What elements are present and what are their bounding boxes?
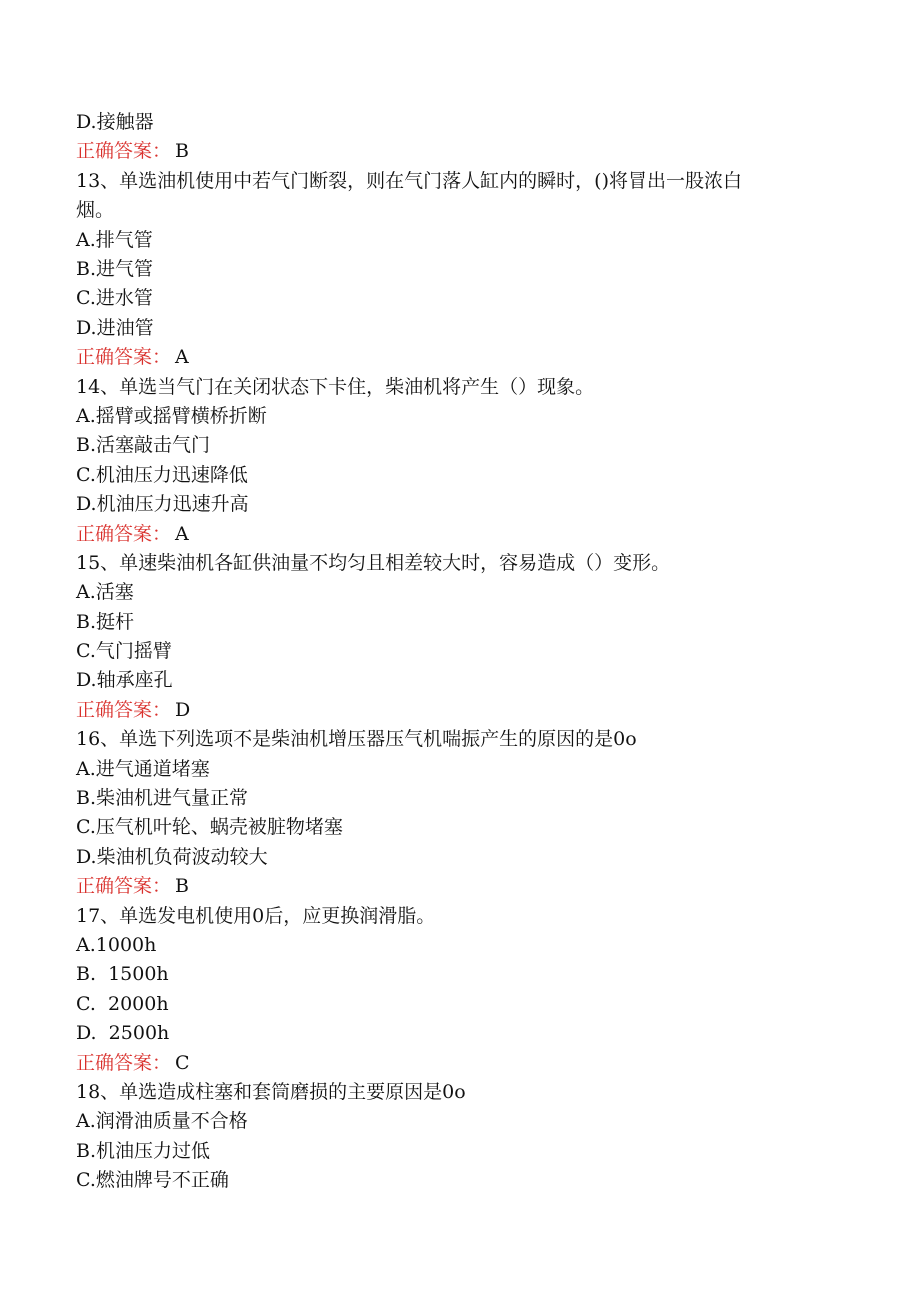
answer-label: 正确答案： (76, 1051, 172, 1074)
correct-answer (76, 137, 776, 166)
question-stem: 18、单选造成柱塞和套筒磨损的主要原因是0o (76, 1080, 466, 1103)
answer-label: 正确答案： (76, 698, 172, 721)
option-text: B.进气管 (76, 257, 154, 280)
option-text: A.1000h (76, 933, 157, 956)
option-text: D.柴油机负荷波动较大 (76, 845, 268, 868)
option-text: C.机油压力迅速降低 (76, 463, 248, 486)
answer-label: 正确答案： (76, 875, 172, 898)
option-text: A.排气管 (76, 228, 153, 251)
option-text: B.机油压力过低 (76, 1139, 211, 1162)
option-text: B.挺杆 (76, 610, 135, 633)
question-stem: 17、单选发电机使用0后，应更换润滑脂。 (76, 904, 436, 927)
option-text: D. 2500h (76, 1022, 170, 1045)
question-stem: 16、单选下列选项不是柴油机增压器压气机喘振产生的原因的是0o (76, 728, 637, 751)
correct-answer (76, 696, 776, 725)
option-text: C.气门摇臂 (76, 640, 172, 663)
answer-label: 正确答案： (76, 346, 172, 369)
option-text: C. 2000h (76, 992, 169, 1015)
answer-label: 正确答案： (76, 522, 172, 545)
option-text: D.机油压力迅速升高 (76, 493, 249, 516)
answer-value: B (175, 875, 189, 898)
answer-value: A (175, 346, 189, 369)
option-text: C.压气机叶轮、蜗壳被脏物堵塞 (76, 816, 343, 839)
correct-answer (76, 343, 776, 372)
option-text: A.润滑油质量不合格 (76, 1110, 248, 1133)
option-text: B.柴油机进气量正常 (76, 787, 249, 810)
question-stem: 14、单选当气门在关闭状态下卡住，柴油机将产生（）现象。 (76, 375, 595, 398)
option-text: A.摇臂或摇臂横桥折断 (76, 404, 267, 427)
option-text: B. 1500h (76, 963, 169, 986)
answer-value: D (175, 698, 191, 721)
option-text: C.燃油牌号不正确 (76, 1169, 229, 1192)
option-text: A.活塞 (76, 581, 134, 604)
option-text: D.轴承座孔 (76, 669, 173, 692)
option-text: A.进气通道堵塞 (76, 757, 210, 780)
answer-label: 正确答案： (76, 140, 172, 163)
option-text: D.接触器 (76, 111, 154, 133)
question-stem: 15、单速柴油机各缸供油量不均匀且相差较大时，容易造成（）变形。 (76, 551, 671, 574)
question-stem: 13、单选油机使用中若气门断裂，则在气门落人缸内的瞬时，()将冒出一股浓白烟。 (76, 169, 743, 222)
option-text: C.进水管 (76, 287, 153, 310)
option-text: B.活塞敲击气门 (76, 434, 211, 457)
answer-value: B (175, 140, 189, 163)
correct-answer (76, 872, 776, 901)
exam-page (76, 108, 776, 1195)
answer-value: C (175, 1051, 190, 1074)
correct-answer (76, 520, 776, 549)
answer-value: A (175, 522, 189, 545)
option-text: D.进油管 (76, 316, 154, 339)
correct-answer (76, 1049, 776, 1078)
